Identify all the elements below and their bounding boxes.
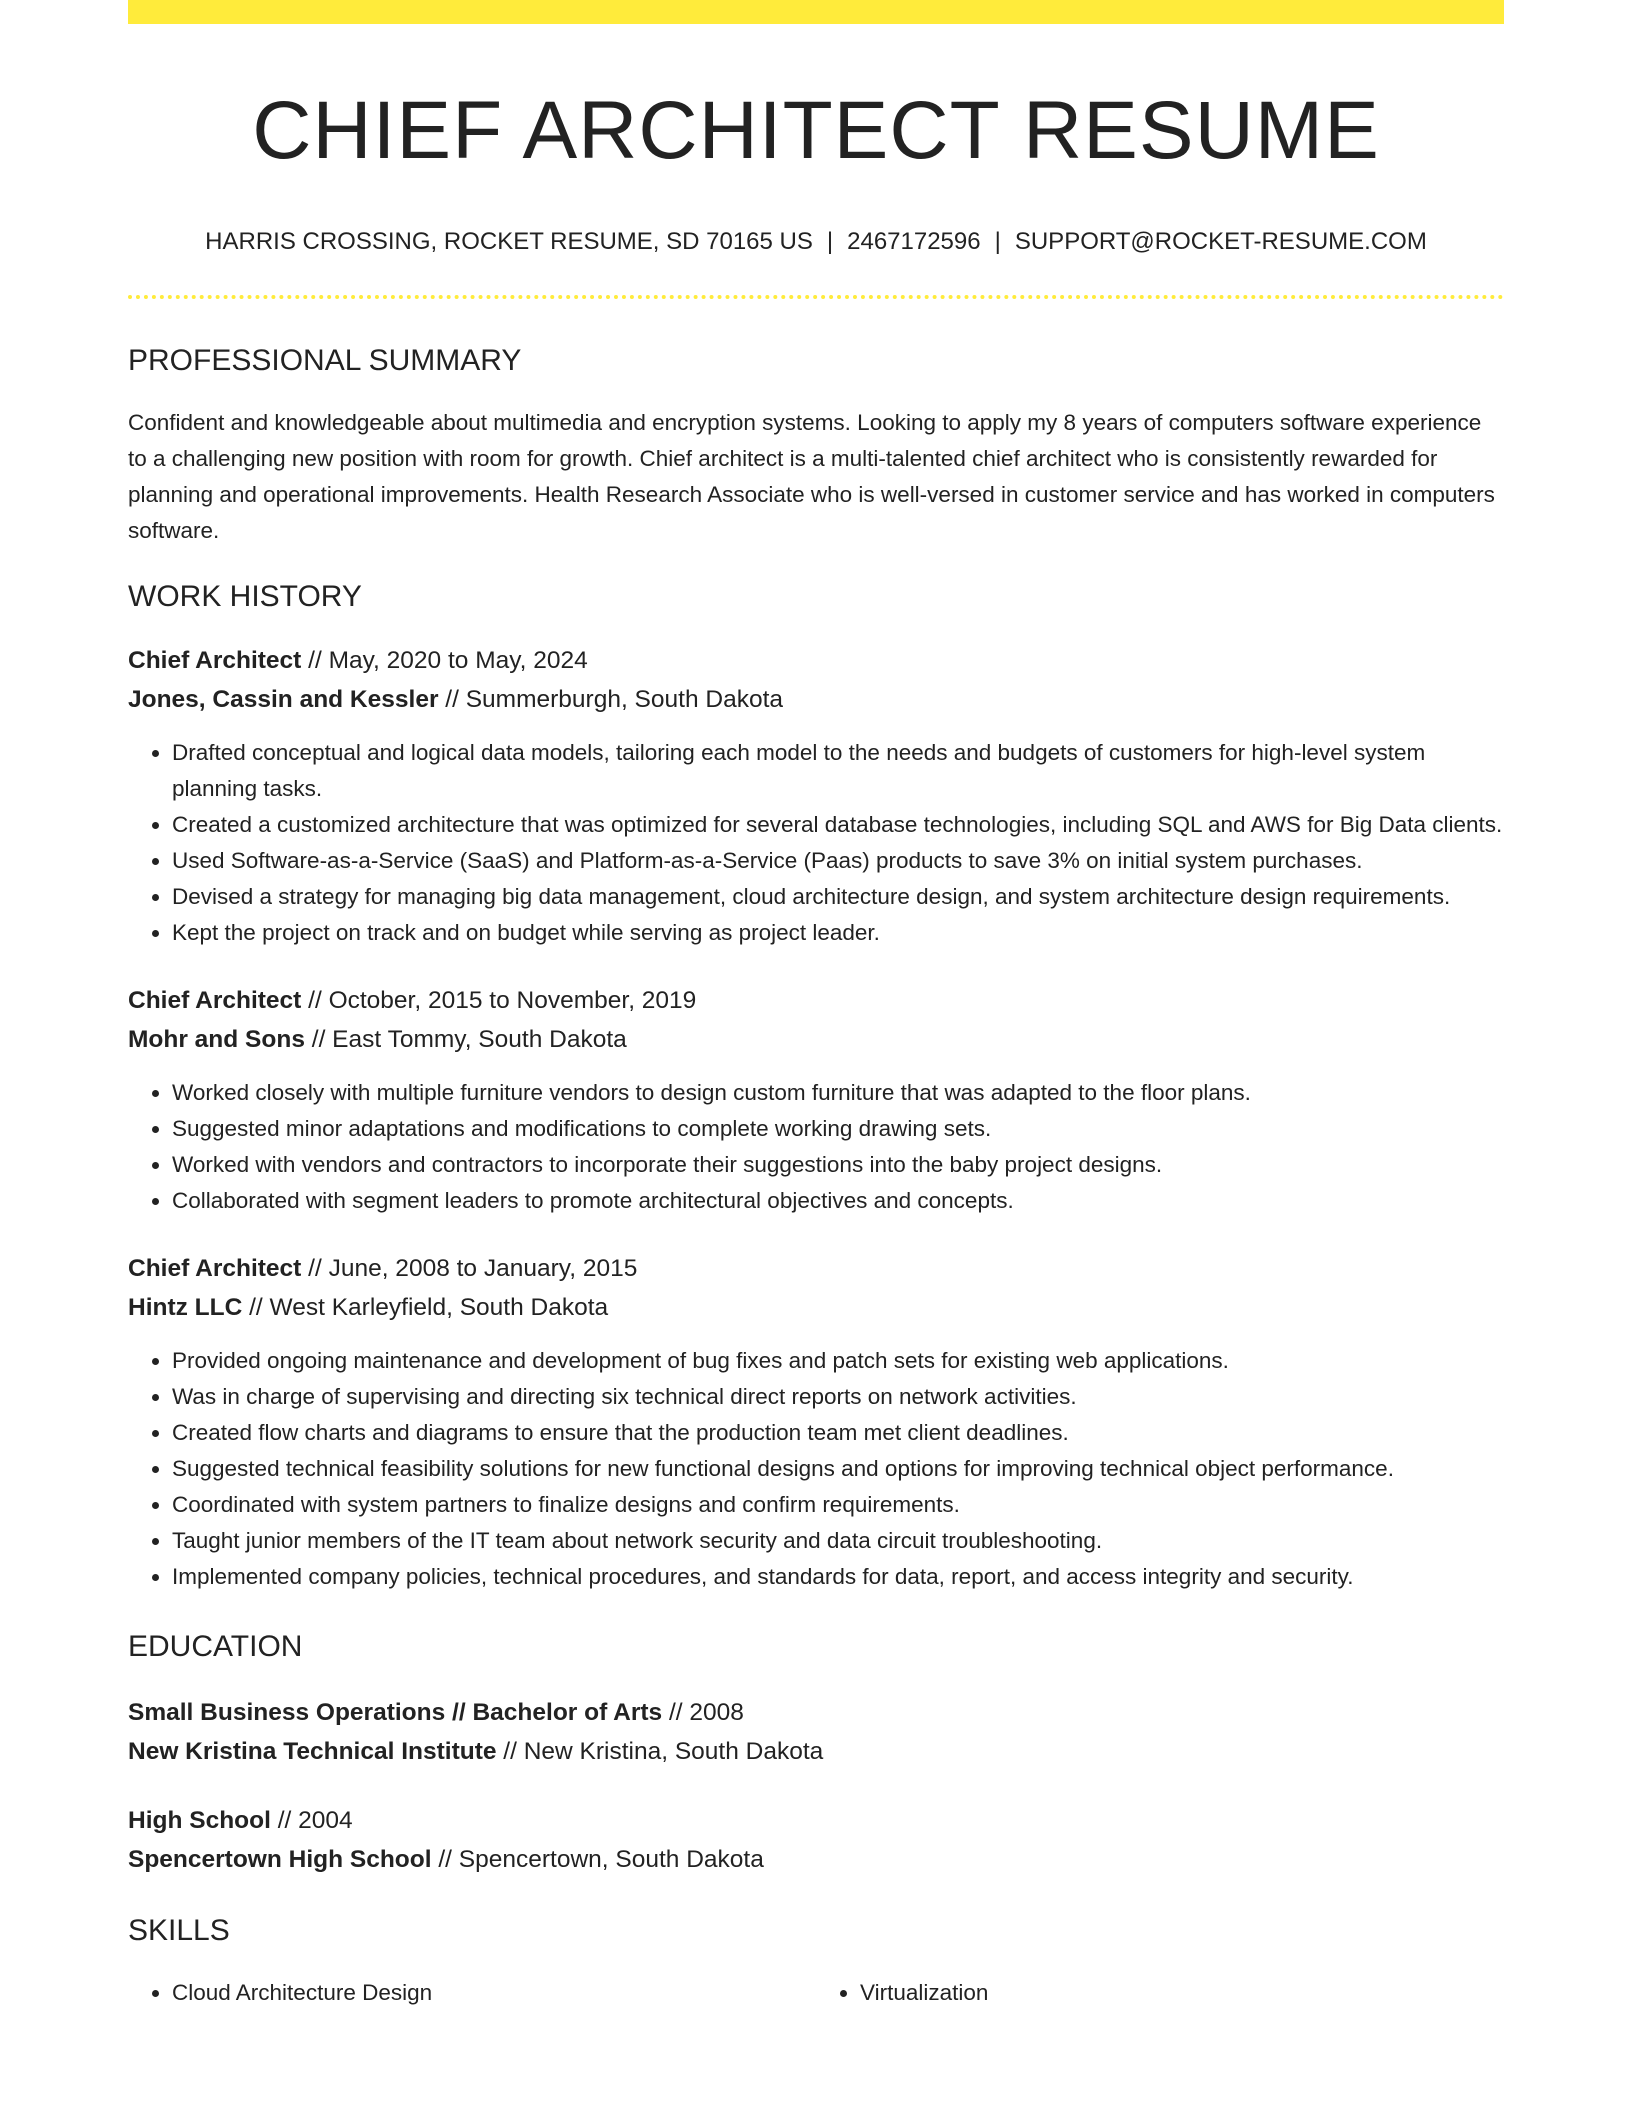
- resume-page: [128, 0, 1504, 2011]
- job-bullet: • Coordinated with system partners to finalize designs and confirm requirements.: [172, 1487, 1504, 1523]
- contact-email: SUPPORT@ROCKET-RESUME.COM: [1014, 228, 1427, 256]
- job-bullet: • Drafted conceptual and logical data models, tailoring each model to the needs and budgets of customers for high-level system planning tasks.: [172, 735, 1504, 807]
- contact-separator: |: [826, 228, 834, 256]
- job-dates: // May, 2020 to May, 2024: [301, 646, 588, 674]
- job-company: Jones, Cassin and Kessler: [128, 685, 439, 713]
- job-title: Chief Architect: [128, 1254, 302, 1282]
- education-entry: [128, 1693, 1504, 1771]
- job-bullets: [128, 735, 1504, 951]
- job-location: // Summerburgh, South Dakota: [438, 685, 784, 713]
- job-company-line: [128, 680, 1504, 719]
- job-company: Mohr and Sons: [128, 1025, 305, 1053]
- education-school-line: [128, 1732, 1504, 1771]
- education-degree-line: [128, 1693, 1504, 1732]
- job-entry: [128, 1249, 1504, 1595]
- job-bullet: • Implemented company policies, technical procedures, and standards for data, report, and access integrity and security.: [172, 1559, 1504, 1595]
- job-company-line: [128, 1288, 1504, 1327]
- contact-address: HARRIS CROSSING, ROCKET RESUME, SD 70165 US: [205, 228, 813, 256]
- contact-phone: 2467172596: [847, 228, 981, 256]
- job-bullet: • Worked with vendors and contractors to incorporate their suggestions into the baby project designs.: [172, 1147, 1504, 1183]
- job-entry: [128, 981, 1504, 1219]
- work-history-heading: WORK HISTORY: [128, 579, 362, 613]
- education-school: New Kristina Technical Institute: [128, 1737, 497, 1765]
- skills-heading: SKILLS: [128, 1913, 230, 1947]
- skill-item: • Virtualization: [860, 1975, 1504, 2011]
- education-degree: Small Business Operations // Bachelor of Arts: [128, 1698, 663, 1726]
- job-bullet: • Taught junior members of the IT team about network security and data circuit troubleshooting.: [172, 1523, 1504, 1559]
- job-title: Chief Architect: [128, 986, 302, 1014]
- job-location: // East Tommy, South Dakota: [304, 1025, 627, 1053]
- job-dates: // June, 2008 to January, 2015: [301, 1254, 638, 1282]
- job-bullet: • Devised a strategy for managing big data management, cloud architecture design, and system architecture design requirements.: [172, 879, 1504, 915]
- education-entry: [128, 1801, 1504, 1879]
- education-year: // 2004: [270, 1806, 353, 1834]
- job-bullet: • Used Software-as-a-Service (SaaS) and Platform-as-a-Service (Paas) products to save 3% on initial system purchases.: [172, 843, 1504, 879]
- resume-title: CHIEF ARCHITECT RESUME: [252, 85, 1380, 176]
- summary-heading: PROFESSIONAL SUMMARY: [128, 343, 522, 377]
- job-bullets: [128, 1343, 1504, 1595]
- contact-line: [128, 228, 1504, 257]
- education-heading: EDUCATION: [128, 1629, 303, 1663]
- education-year: // 2008: [662, 1698, 744, 1726]
- job-bullet: • Suggested minor adaptations and modifications to complete working drawing sets.: [172, 1111, 1504, 1147]
- education-school: Spencertown High School: [128, 1845, 432, 1873]
- job-bullet: • Worked closely with multiple furniture vendors to design custom furniture that was adapted to the floor plans.: [172, 1075, 1504, 1111]
- job-bullet: • Was in charge of supervising and directing six technical direct reports on network activities.: [172, 1379, 1504, 1415]
- job-location: // West Karleyfield, South Dakota: [242, 1293, 609, 1321]
- job-dates: // October, 2015 to November, 2019: [301, 986, 697, 1014]
- education-location: // New Kristina, South Dakota: [496, 1737, 824, 1765]
- job-bullet: • Suggested technical feasibility solutions for new functional designs and options for improving technical object performance.: [172, 1451, 1504, 1487]
- education-school-line: [128, 1840, 1504, 1879]
- job-company-line: [128, 1020, 1504, 1059]
- education-degree-line: [128, 1801, 1504, 1840]
- job-title: Chief Architect: [128, 646, 302, 674]
- job-bullet: • Created a customized architecture that was optimized for several database technologies, including SQL and AWS for Big Data clients.: [172, 807, 1504, 843]
- skill-item: • Cloud Architecture Design: [172, 1975, 816, 2011]
- job-company: Hintz LLC: [128, 1293, 243, 1321]
- skills-column-right: [816, 1975, 1504, 2011]
- job-title-line: [128, 981, 1504, 1020]
- job-bullet: • Provided ongoing maintenance and development of bug fixes and patch sets for existing web applications.: [172, 1343, 1504, 1379]
- job-bullet: • Collaborated with segment leaders to promote architectural objectives and concepts.: [172, 1183, 1504, 1219]
- job-title-line: [128, 1249, 1504, 1288]
- job-bullet: • Created flow charts and diagrams to ensure that the production team met client deadlines.: [172, 1415, 1504, 1451]
- education-location: // Spencertown, South Dakota: [431, 1845, 764, 1873]
- job-entry: [128, 641, 1504, 951]
- contact-separator: |: [994, 228, 1001, 256]
- job-bullet: • Kept the project on track and on budget while serving as project leader.: [172, 915, 1504, 951]
- job-title-line: [128, 641, 1504, 680]
- job-bullets: [128, 1075, 1504, 1219]
- dotted-divider: [128, 295, 1504, 299]
- skills-column-left: [128, 1975, 816, 2011]
- education-degree: High School: [128, 1806, 271, 1834]
- accent-top-bar: [128, 0, 1504, 24]
- skills-grid: [128, 1975, 1504, 2011]
- summary-text: Confident and knowledgeable about multimedia and encryption systems. Looking to apply my 8 years of computers software experience to a challenging new position with room for growth. Chief architect is a multi-talented chief architect who is consistently rewarded for planning and operational improvements. Health Research Associate who is well-versed in customer service and has worked in computers software.: [128, 409, 1495, 543]
